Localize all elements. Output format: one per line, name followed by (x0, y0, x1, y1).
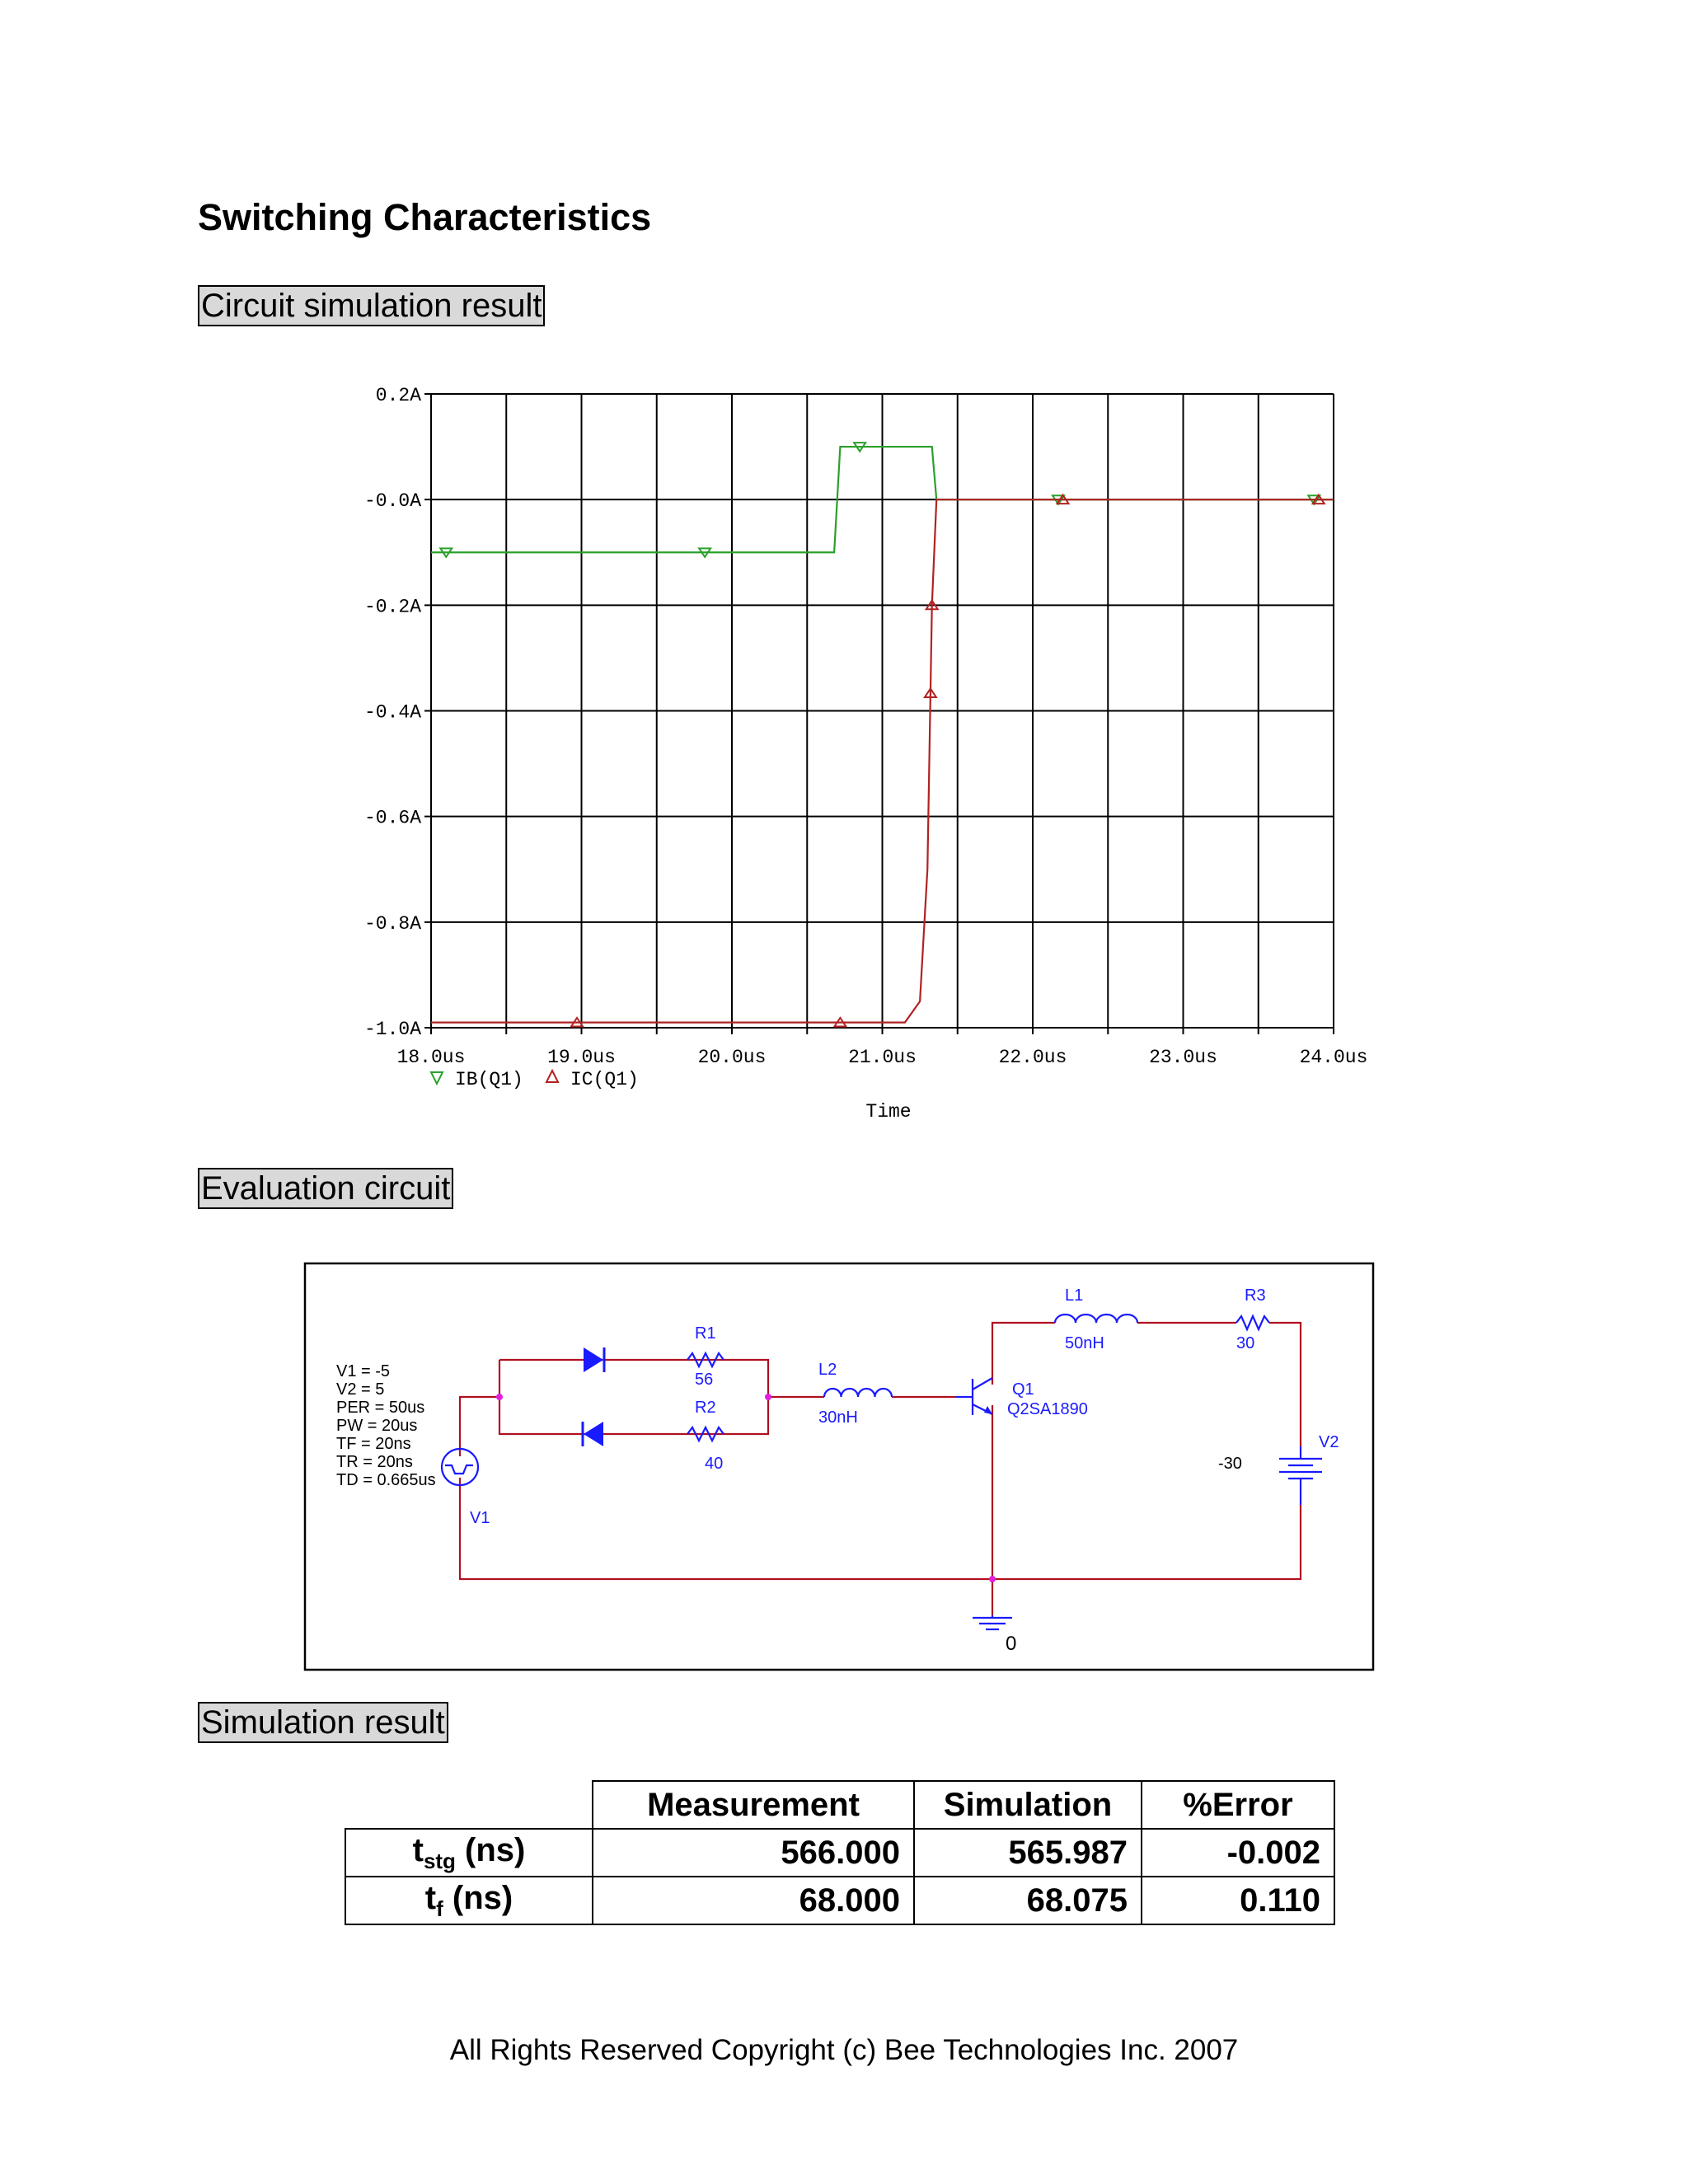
row-label: $t_f$ (ns) (345, 1877, 593, 1924)
circuit-junctions (496, 1394, 996, 1582)
row-label: $t_{stg}$ (ns) (345, 1829, 593, 1877)
inductor-l1 (1055, 1315, 1137, 1323)
x-tick-label: 23.0us (1149, 1047, 1217, 1068)
ground-symbol (973, 1615, 1012, 1629)
section-label-evaluation: Evaluation circuit (198, 1168, 453, 1209)
r2-value: 40 (705, 1455, 724, 1473)
diode-1 (584, 1347, 604, 1372)
legend-label-IC(Q1): IC(Q1) (570, 1069, 639, 1090)
y-tick-label: -0.4A (363, 701, 421, 724)
result-table (345, 1780, 1335, 1925)
y-tick-label: -0.6A (363, 807, 421, 829)
source-param-4: TF = 20ns (336, 1435, 411, 1453)
copyright-footer: All Rights Reserved Copyright (c) Bee Technologies Inc. 2007 (449, 2034, 1239, 2066)
table-row (345, 1877, 1334, 1924)
x-tick-label: 19.0us (547, 1047, 616, 1068)
battery-v2 (1279, 1446, 1322, 1505)
table-header: %Error (1142, 1781, 1334, 1829)
r2-label: R2 (695, 1399, 716, 1417)
source-param-5: TR = 20ns (336, 1453, 413, 1471)
x-tick-label: 21.0us (848, 1047, 917, 1068)
table-cell: 566.000 (593, 1829, 914, 1877)
source-param-2: PER = 50us (336, 1399, 425, 1417)
table-cell: 68.000 (593, 1877, 914, 1924)
source-param-6: TD = 0.665us (336, 1471, 436, 1489)
transistor-arrow (984, 1406, 992, 1414)
source-param-3: PW = 20us (336, 1417, 418, 1435)
table-cell: -0.002 (1142, 1829, 1334, 1877)
v2-value: -30 (1218, 1455, 1242, 1473)
q1-label: Q1 (1012, 1380, 1034, 1399)
table-cell: 565.987 (914, 1829, 1142, 1877)
resistor-r3 (1236, 1316, 1269, 1329)
x-tick-label: 18.0us (396, 1047, 466, 1068)
section-label-simulation: Circuit simulation result (198, 285, 545, 326)
chart-xlabel: Time (865, 1101, 912, 1122)
r3-label: R3 (1245, 1286, 1266, 1305)
l1-value: 50nH (1065, 1334, 1104, 1352)
y-tick-label: -0.8A (363, 912, 421, 935)
r1-label: R1 (695, 1324, 716, 1343)
table-header: Measurement (593, 1781, 914, 1829)
y-tick-label: -0.0A (363, 490, 421, 513)
table-row (345, 1829, 1334, 1877)
r1-value: 56 (695, 1371, 714, 1389)
l1-label: L1 (1065, 1286, 1084, 1305)
r3-value: 30 (1236, 1334, 1255, 1352)
page-title: Switching Characteristics (198, 196, 652, 238)
l2-value: 30nH (818, 1408, 858, 1427)
v2-label: V2 (1319, 1433, 1339, 1451)
ground-label: 0 (1006, 1633, 1017, 1655)
q1-model: Q2SA1890 (1007, 1400, 1088, 1418)
legend-label-IB(Q1): IB(Q1) (455, 1069, 523, 1090)
table-header: Simulation (914, 1781, 1142, 1829)
source-param-1: V2 = 5 (336, 1380, 385, 1399)
inductor-l2 (824, 1389, 892, 1397)
y-tick-label: 0.2A (375, 385, 421, 406)
y-tick-label: -1.0A (363, 1019, 421, 1040)
x-tick-label: 20.0us (697, 1047, 767, 1068)
x-tick-label: 22.0us (998, 1047, 1067, 1068)
table-cell: 68.075 (914, 1877, 1142, 1924)
y-tick-label: -0.2A (363, 596, 421, 618)
v1-label: V1 (470, 1509, 490, 1527)
source-param-0: V1 = -5 (336, 1362, 391, 1380)
l2-label: L2 (818, 1361, 837, 1379)
table-cell: 0.110 (1142, 1877, 1334, 1924)
table-header-row (345, 1781, 1334, 1829)
section-label-result: Simulation result (198, 1702, 448, 1743)
x-tick-label: 24.0us (1299, 1047, 1368, 1068)
diode-2 (583, 1422, 603, 1446)
